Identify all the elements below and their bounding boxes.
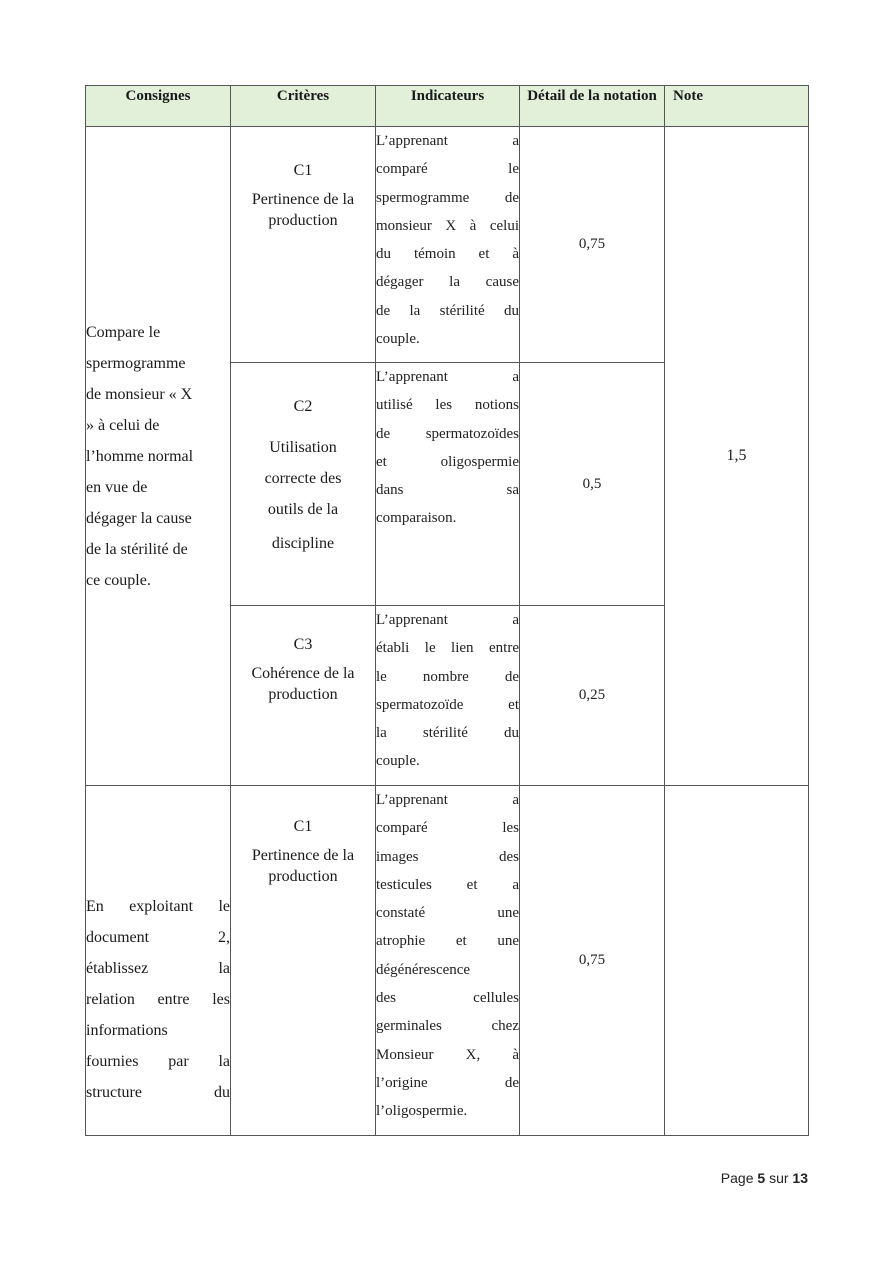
indicator-cell: [376, 127, 520, 363]
indicator-cell: [376, 786, 520, 1136]
indicator-line: germinales chez: [376, 1018, 519, 1035]
indicator-line: dégager la cause: [376, 274, 519, 291]
footer-total-pages: 13: [792, 1170, 808, 1186]
indicator-line: de la stérilité du: [376, 302, 519, 319]
criterion-code: C2: [293, 398, 313, 415]
criterion-label-line: outils de la: [267, 501, 339, 518]
indicator-line: atrophie et une: [376, 933, 519, 950]
consigne-line: en vue de: [86, 478, 148, 496]
consigne-line: document 2,: [86, 929, 230, 946]
footer-page-number: 5: [757, 1170, 766, 1186]
consigne-line: informations: [86, 1022, 168, 1039]
criterion-label-line: Utilisation: [269, 439, 337, 456]
consigne-line: ce couple.: [86, 571, 151, 589]
score-cell: 0,75: [520, 786, 665, 1136]
consigne-cell: [86, 786, 231, 1136]
score-cell: 0,5: [520, 363, 665, 606]
note-cell: [665, 786, 809, 1136]
indicator-line: L’apprenant a: [376, 369, 519, 385]
indicator-line: testicules et a: [376, 876, 519, 893]
indicator-line: le nombre de: [376, 668, 519, 685]
criterion-cell: [231, 606, 376, 786]
indicator-line: couple.: [376, 753, 420, 770]
indicator-line: constaté une: [376, 905, 519, 922]
indicator-line: des cellules: [376, 990, 519, 1007]
criterion-label-line: correcte des: [264, 470, 342, 487]
indicator-line: comparaison.: [376, 510, 457, 527]
table-row: [86, 786, 809, 1136]
indicator-cell: [376, 363, 520, 606]
consigne-line: l’homme normal: [86, 447, 194, 465]
header-detail-notation: Détail de la notation: [520, 86, 665, 127]
indicator-line: dégénérescence: [376, 961, 471, 978]
criterion-code: C1: [293, 818, 313, 835]
criterion-label: Pertinence de la production: [251, 847, 355, 885]
indicator-line: établi le lien entre: [376, 640, 519, 657]
consigne-cell: [86, 127, 231, 786]
criterion-label: Cohérence de la production: [251, 665, 355, 703]
note-cell: 1,5: [665, 127, 809, 786]
indicator-line: images des: [376, 848, 519, 865]
indicator-line: utilisé les notions: [376, 397, 519, 414]
criterion-label: Pertinence de la production: [251, 191, 355, 229]
header-consignes: Consignes: [86, 86, 231, 127]
indicator-line: L’apprenant a: [376, 792, 519, 808]
page-footer: [721, 1170, 808, 1186]
footer-middle: sur: [765, 1170, 793, 1186]
indicator-line: L’apprenant a: [376, 133, 519, 149]
consigne-line: établissez la: [86, 960, 230, 977]
indicator-line: spermogramme de: [376, 189, 519, 206]
indicator-line: Monsieur X, à: [376, 1046, 519, 1063]
header-note: Note: [665, 86, 809, 127]
score-cell: 0,25: [520, 606, 665, 786]
indicator-line: dans sa: [376, 482, 519, 499]
indicator-line: de spermatozoïdes: [376, 425, 519, 442]
table-row: [86, 127, 809, 363]
indicator-line: couple.: [376, 331, 420, 348]
consigne-line: dégager la cause: [86, 509, 192, 527]
consigne-line: de la stérilité de: [86, 540, 188, 558]
header-row: [86, 86, 809, 127]
indicator-line: L’apprenant a: [376, 612, 519, 628]
indicator-line: comparé le: [376, 161, 519, 178]
consigne-line: spermogramme: [86, 354, 186, 372]
criterion-cell: [231, 786, 376, 1136]
indicator-line: l’origine de: [376, 1074, 519, 1091]
consigne-line: relation entre les: [86, 991, 230, 1008]
indicator-line: l’oligospermie.: [376, 1103, 468, 1120]
consigne-line: Compare le: [86, 323, 161, 341]
criterion-cell: [231, 127, 376, 363]
indicator-cell: [376, 606, 520, 786]
grading-table: [85, 85, 809, 1136]
indicator-line: et oligospermie: [376, 453, 519, 470]
criterion-label-line: discipline: [271, 535, 335, 552]
consigne-line: » à celui de: [86, 416, 160, 434]
indicator-line: monsieur X à celui: [376, 217, 519, 234]
footer-prefix: Page: [720, 1170, 758, 1186]
header-indicateurs: Indicateurs: [376, 86, 520, 127]
consigne-line: En exploitant le: [86, 898, 230, 915]
criterion-cell: [231, 363, 376, 606]
criterion-code: C1: [293, 162, 313, 179]
indicator-line: spermatozoïde et: [376, 696, 519, 713]
header-criteres: Critères: [231, 86, 376, 127]
consigne-line: fournies par la: [86, 1053, 230, 1070]
indicator-line: comparé les: [376, 820, 519, 837]
consigne-line: de monsieur « X: [86, 385, 193, 403]
indicator-line: la stérilité du: [376, 725, 519, 742]
consigne-line: structure du: [86, 1084, 230, 1101]
indicator-line: du témoin et à: [376, 246, 519, 263]
criterion-code: C3: [293, 636, 313, 653]
score-cell: 0,75: [520, 127, 665, 363]
